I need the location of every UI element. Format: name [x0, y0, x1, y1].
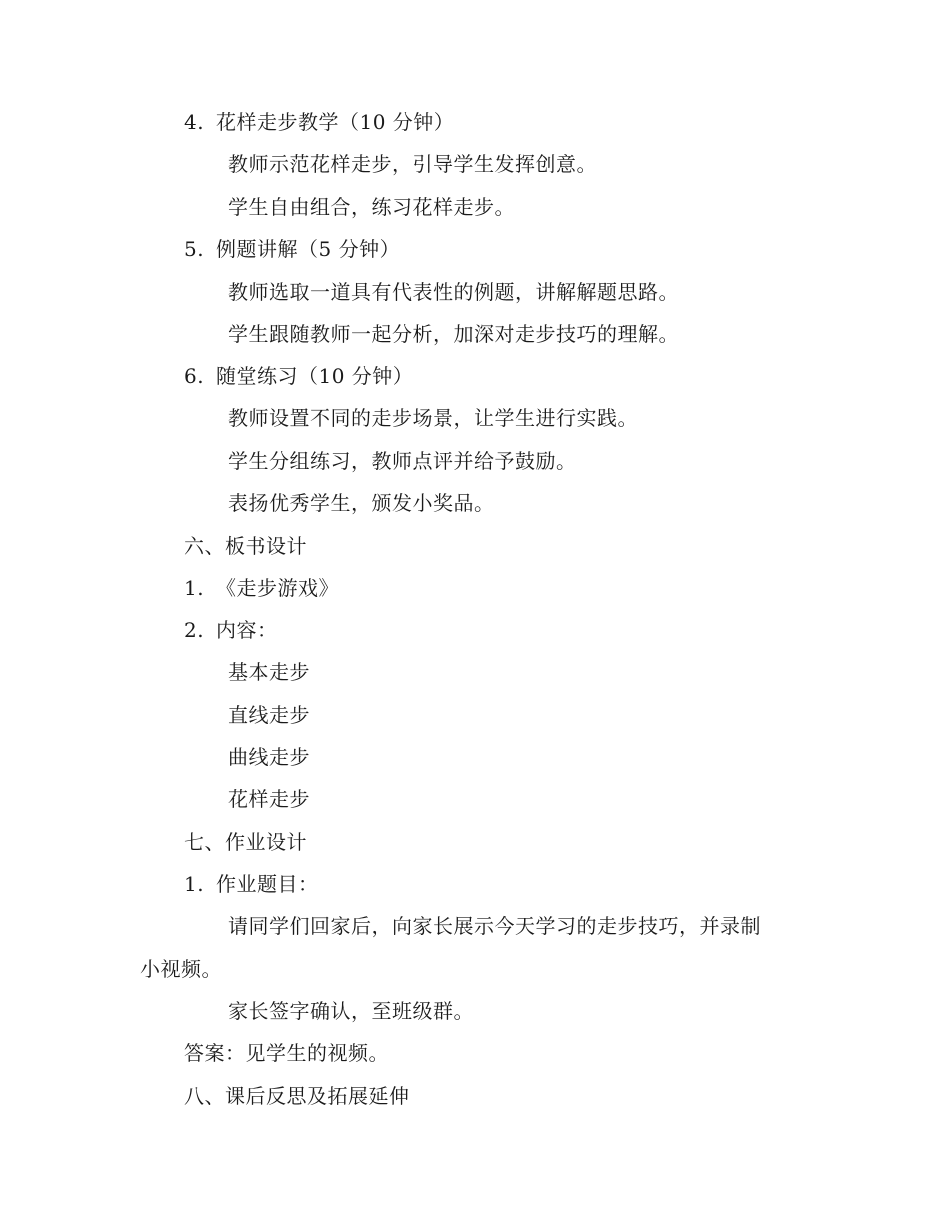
- item-number: 1.: [184, 872, 205, 896]
- content-line: 花样走步: [228, 787, 310, 811]
- item-text: 内容：: [216, 618, 278, 642]
- section-heading-eight: 八、课后反思及拓展延伸: [184, 1084, 410, 1108]
- item-text: 作业题目：: [216, 872, 319, 896]
- paragraph-line: 表扬优秀学生，颁发小奖品。: [228, 491, 495, 515]
- item-number: 2.: [184, 618, 205, 642]
- item-number: 4.: [184, 110, 205, 134]
- paragraph-line: 教师选取一道具有代表性的例题，讲解解题思路。: [228, 280, 679, 304]
- content-line: 曲线走步: [228, 745, 310, 769]
- item-number: 5.: [184, 237, 205, 261]
- section-heading-seven: 七、作业设计: [184, 830, 307, 854]
- item-number: 1.: [184, 576, 205, 600]
- paragraph-line-wrap: 小视频。: [140, 957, 222, 981]
- item-text: 《走步游戏》: [216, 576, 339, 600]
- answer-line: 答案：见学生的视频。: [184, 1041, 389, 1065]
- paragraph-line: 教师设置不同的走步场景，让学生进行实践。: [228, 406, 638, 430]
- paragraph-line: 学生跟随教师一起分析，加深对走步技巧的理解。: [228, 322, 679, 346]
- item-text: 花样走步教学（10 分钟）: [216, 110, 455, 134]
- homework-item-1: [184, 872, 319, 896]
- paragraph-line: 教师示范花样走步，引导学生发挥创意。: [228, 152, 597, 176]
- content-line: 基本走步: [228, 660, 310, 684]
- item-6-heading: [184, 364, 413, 388]
- item-5-heading: [184, 237, 400, 261]
- paragraph-line: 学生分组练习，教师点评并给予鼓励。: [228, 449, 577, 473]
- board-item-1: [184, 576, 339, 600]
- item-4-heading: [184, 110, 454, 134]
- board-item-2: [184, 618, 278, 642]
- item-text: 随堂练习（10 分钟）: [216, 364, 414, 388]
- section-heading-six: 六、板书设计: [184, 534, 307, 558]
- item-text: 例题讲解（5 分钟）: [216, 237, 401, 261]
- paragraph-line: 学生自由组合，练习花样走步。: [228, 195, 515, 219]
- item-number: 6.: [184, 364, 205, 388]
- content-line: 直线走步: [228, 703, 310, 727]
- paragraph-line: 家长签字确认，至班级群。: [228, 999, 474, 1023]
- paragraph-line: 请同学们回家后，向家长展示今天学习的走步技巧，并录制: [228, 914, 761, 938]
